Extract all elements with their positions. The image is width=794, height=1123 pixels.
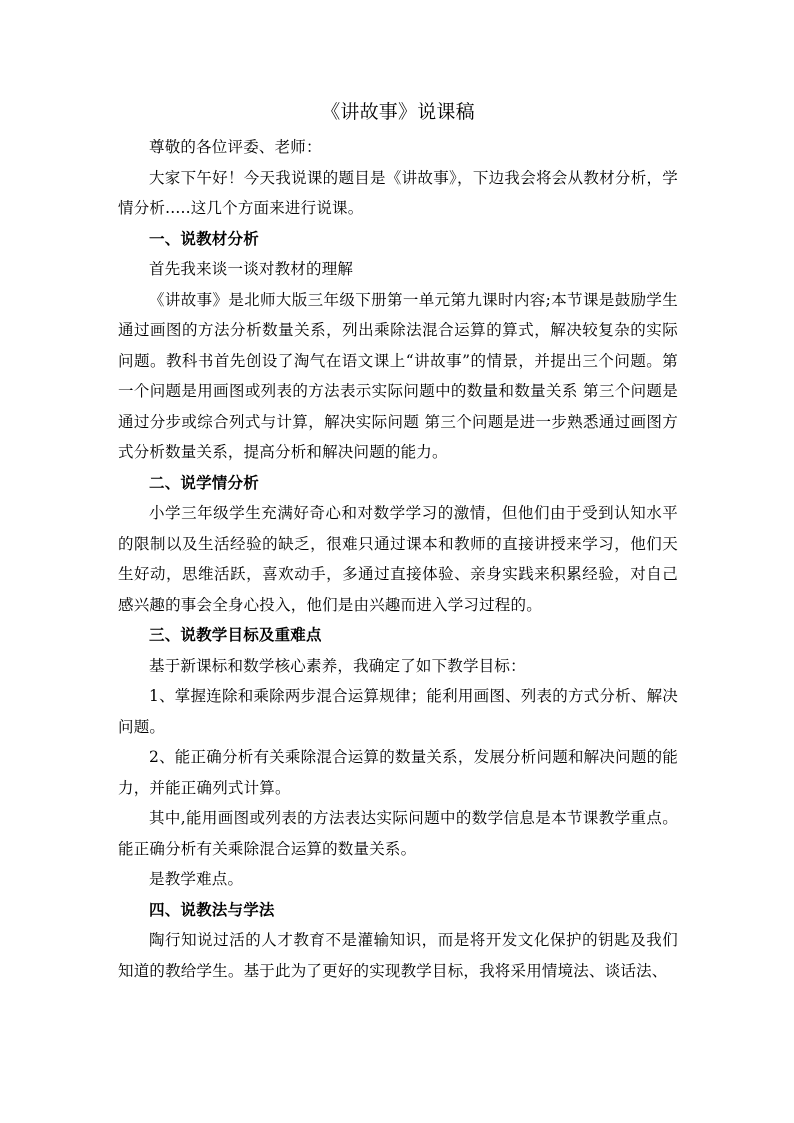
key-point-paragraph: 其中,能用画图或列表的方法表达实际问题中的数学信息是本节课教学重点。能正确分析有关乘除混合运算的数量关系。 — [118, 809, 678, 858]
objective-item-1: 1、掌握连除和乘除两步混合运算规律；能利用画图、列表的方式分析、解决问题。 — [118, 687, 678, 736]
section-heading-textbook: 一、说教材分析 — [149, 228, 259, 248]
difficulty-paragraph: 是教学难点。 — [149, 870, 244, 888]
opening-paragraph: 大家下午好！今天我说课的题目是《讲故事》，下边我会将会从教材分析，学情分析.....这几个方面来进行说课。 — [118, 168, 678, 217]
students-analysis-paragraph: 小学三年级学生充满好奇心和对数学学习的激情，但他们由于受到认知水平的限制以及生活经验的缺乏，很难只通过课本和教师的直接讲授来学习，他们天生好动，思维活跃，喜欢动手，多通过直接体验、亲身实践来积累经验，对自己感兴趣的事会全身心投入，他们是由兴趣而进入学习过程的。 — [118, 504, 678, 614]
textbook-analysis-paragraph: 《讲故事》是北师大版三年级下册第一单元第九课时内容;本节课是鼓励学生通过画图的方法分析数量关系，列出乘除法混合运算的算式，解决较复杂的实际问题。教科书首先创设了淘气在语文课上“讲故事”的情景，并提出三个问题。第一个问题是用画图或列表的方法表示实际问题中的数量和数量关系 第三个问题是通过分步或综合列式与计算，解决实际问题 第三个问题是进一步熟悉通过画图方式分析数量关系，提高分析和解决问题的能力。 — [118, 290, 678, 461]
document-title: 《讲故事》说课稿 — [321, 101, 475, 123]
methods-paragraph: 陶行知说过活的人才教育不是灌输知识，而是将开发文化保护的钥匙及我们知道的教给学生。基于此为了更好的实现教学目标，我将采用情境法、谈话法、 — [118, 931, 678, 980]
textbook-intro-paragraph: 首先我来谈一谈对教材的理解 — [149, 260, 354, 278]
greeting-paragraph: 尊敬的各位评委、老师： — [149, 138, 322, 156]
section-heading-objectives: 三、说教学目标及重难点 — [149, 625, 322, 644]
section-heading-methods: 四、说教法与学法 — [149, 899, 275, 919]
objective-item-2: 2、能正确分析有关乘除混合运算的数量关系，发展分析问题和解决问题的能力，并能正确列式计算。 — [118, 748, 678, 797]
document-page — [118, 92, 678, 986]
objectives-intro-paragraph: 基于新课标和数学核心素养，我确定了如下教学目标： — [149, 656, 526, 675]
section-heading-students: 二、说学情分析 — [149, 472, 259, 492]
